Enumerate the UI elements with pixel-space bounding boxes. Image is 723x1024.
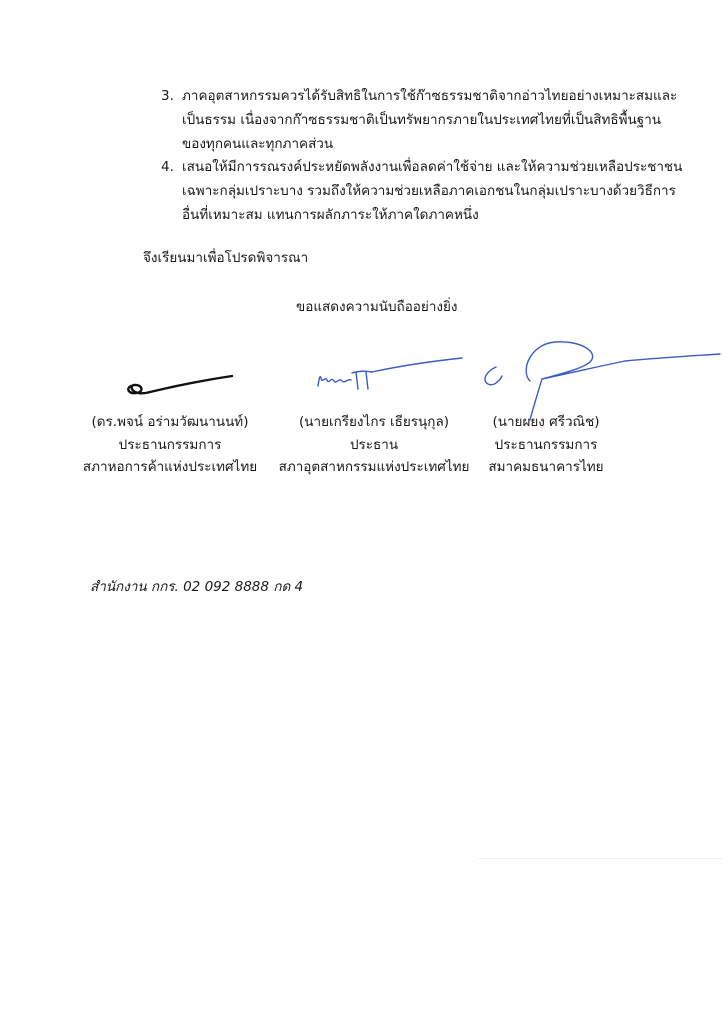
signatory-organization: สภาหอการค้าแห่งประเทศไทย bbox=[82, 459, 258, 475]
signatory-organization: สมาคมธนาคารไทย bbox=[488, 459, 604, 475]
signature-2 bbox=[318, 358, 462, 389]
signatory-name: (ดร.พจน์ อร่ามวัฒนานนท์) bbox=[91, 414, 249, 430]
signatory-position: ประธาน bbox=[349, 436, 399, 453]
list-item-line: เสนอให้มีการรณรงค์ประหยัดพลังงานเพื่อลดค่าใช้จ่าย และให้ความช่วยเหลือประชาชน bbox=[182, 159, 683, 175]
list-item-line: เฉพาะกลุ่มเปราะบาง รวมถึงให้ความช่วยเหลือภาคเอกชนในกลุ่มเปราะบางด้วยวิธีการ bbox=[182, 183, 676, 199]
office-contact-note: สำนักงาน กกร. 02 092 8888 กด 4 bbox=[90, 579, 304, 595]
signature-1 bbox=[128, 376, 232, 393]
signatory-3 bbox=[482, 411, 610, 479]
list-item-line: ภาคอุตสาหกรรมควรได้รับสิทธิในการใช้ก๊าซธรรมชาติจากอ่าวไทยอย่างเหมาะสมและ bbox=[182, 88, 678, 104]
signatory-2 bbox=[278, 411, 470, 479]
signatory-position: ประธานกรรมการ bbox=[118, 436, 222, 453]
list-item-line: เป็นธรรม เนื่องจากก๊าซธรรมชาติเป็นทรัพยากรภายในประเทศไทยที่เป็นสิทธิพื้นฐาน bbox=[182, 112, 662, 128]
signatory-position: ประธานกรรมการ bbox=[494, 436, 598, 453]
list-item-3 bbox=[161, 84, 678, 156]
regards-text: ขอแสดงความนับถืออย่างยิ่ง bbox=[296, 299, 458, 315]
closing-text: จึงเรียนมาเพื่อโปรดพิจารณา bbox=[143, 250, 309, 266]
signatory-1 bbox=[80, 411, 260, 479]
list-number: 3. bbox=[161, 88, 174, 104]
list-number: 4. bbox=[161, 159, 174, 175]
signatory-name: (นายผยง ศรีวณิช) bbox=[492, 414, 600, 430]
signatory-name: (นายเกรียงไกร เธียรนุกุล) bbox=[299, 414, 449, 430]
faint-scan-line bbox=[478, 858, 723, 859]
list-item-4 bbox=[161, 155, 683, 227]
list-item-line: อื่นที่เหมาะสม แทนการผลักภาระให้ภาคใดภาคหนึ่ง bbox=[182, 207, 479, 223]
signature-3 bbox=[485, 342, 720, 420]
list-item-line: ของทุกคนและทุกภาคส่วน bbox=[182, 136, 334, 152]
signatory-organization: สภาอุตสาหกรรมแห่งประเทศไทย bbox=[278, 459, 470, 475]
